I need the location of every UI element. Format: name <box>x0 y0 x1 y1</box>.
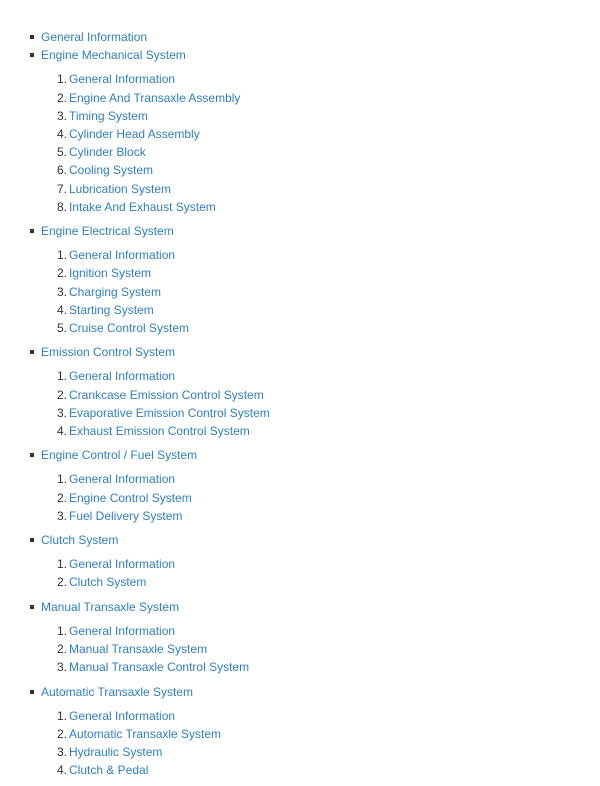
bullet-icon <box>30 229 34 233</box>
subsection-item <box>41 283 270 301</box>
item-number: 2. <box>57 90 68 105</box>
item-number: 4. <box>57 763 68 778</box>
subsection-list <box>41 555 270 591</box>
subsection-link[interactable]: Cooling System <box>69 163 154 178</box>
subsection-link[interactable]: Engine And Transaxle Assembly <box>69 90 241 105</box>
subsection-item <box>41 489 270 507</box>
item-number: 1. <box>57 623 68 638</box>
toc-section <box>30 222 270 337</box>
subsection-list <box>41 367 270 440</box>
item-number: 2. <box>57 575 68 590</box>
subsection-item <box>41 555 270 573</box>
subsection-list <box>41 622 270 677</box>
item-number: 6. <box>57 163 68 178</box>
subsection-item <box>41 658 270 676</box>
subsection-link[interactable]: General Information <box>69 557 176 572</box>
subsection-list <box>41 70 270 216</box>
subsection-list <box>41 246 270 337</box>
subsection-link[interactable]: Evaporative Emission Control System <box>69 405 270 420</box>
subsection-item <box>41 70 270 88</box>
subsection-link[interactable]: Timing System <box>69 108 148 123</box>
subsection-link[interactable]: Crankcase Emission Control System <box>69 387 264 402</box>
item-number: 2. <box>57 726 68 741</box>
subsection-item <box>41 89 270 107</box>
bullet-icon <box>30 35 34 39</box>
item-number: 4. <box>57 127 68 142</box>
toc-section <box>30 446 270 525</box>
subsection-item <box>41 386 270 404</box>
subsection-item <box>41 107 270 125</box>
subsection-item <box>41 125 270 143</box>
subsection-item <box>41 180 270 198</box>
item-number: 1. <box>57 708 68 723</box>
subsection-item <box>41 198 270 216</box>
subsection-item <box>41 761 270 779</box>
bullet-icon <box>30 538 34 542</box>
subsection-item <box>41 470 270 488</box>
item-number: 2. <box>57 387 68 402</box>
subsection-item <box>41 725 270 743</box>
subsection-link[interactable]: Hydraulic System <box>69 745 163 760</box>
subsection-link[interactable]: General Information <box>69 472 176 487</box>
toc-section <box>30 28 270 46</box>
toc-section <box>30 46 270 216</box>
section-link[interactable]: Engine Mechanical System <box>41 48 186 63</box>
subsection-link[interactable]: Engine Control System <box>69 490 192 505</box>
subsection-link[interactable]: Ignition System <box>69 266 152 281</box>
subsection-item <box>41 143 270 161</box>
subsection-link[interactable]: Cylinder Head Assembly <box>69 127 200 142</box>
subsection-item <box>41 246 270 264</box>
item-number: 3. <box>57 405 68 420</box>
subsection-link[interactable]: Lubrication System <box>69 181 172 196</box>
subsection-link[interactable]: General Information <box>69 623 176 638</box>
subsection-link[interactable]: Charging System <box>69 284 162 299</box>
subsection-item <box>41 367 270 385</box>
item-number: 3. <box>57 108 68 123</box>
subsection-link[interactable]: General Information <box>69 248 176 263</box>
subsection-item <box>41 264 270 282</box>
section-link[interactable]: General Information <box>41 30 148 44</box>
section-link[interactable]: Clutch System <box>41 533 119 548</box>
subsection-link[interactable]: Automatic Transaxle System <box>69 726 222 741</box>
item-number: 4. <box>57 302 68 317</box>
subsection-item <box>41 404 270 422</box>
section-link[interactable]: Manual Transaxle System <box>41 599 180 614</box>
item-number: 5. <box>57 321 68 336</box>
toc-section <box>30 343 270 440</box>
item-number: 2. <box>57 266 68 281</box>
item-number: 4. <box>57 424 68 439</box>
bullet-icon <box>30 350 34 354</box>
subsection-list <box>41 707 270 780</box>
subsection-link[interactable]: Fuel Delivery System <box>69 508 183 523</box>
item-number: 5. <box>57 145 68 160</box>
item-number: 3. <box>57 508 68 523</box>
subsection-link[interactable]: Manual Transaxle Control System <box>69 660 250 675</box>
subsection-link[interactable]: Intake And Exhaust System <box>69 199 216 214</box>
subsection-link[interactable]: Cylinder Block <box>69 145 146 160</box>
item-number: 1. <box>57 369 68 384</box>
subsection-link[interactable]: Cruise Control System <box>69 321 190 336</box>
toc-section <box>30 531 270 592</box>
subsection-item <box>41 707 270 725</box>
bullet-icon <box>30 605 34 609</box>
subsection-item <box>41 507 270 525</box>
toc-section <box>30 683 270 780</box>
subsection-item <box>41 319 270 337</box>
subsection-link[interactable]: Manual Transaxle System <box>69 642 208 657</box>
subsection-list <box>41 470 270 525</box>
item-number: 1. <box>57 248 68 263</box>
bullet-icon <box>30 53 34 57</box>
subsection-item <box>41 573 270 591</box>
item-number: 8. <box>57 199 68 214</box>
section-link[interactable]: Engine Control / Fuel System <box>41 448 198 463</box>
subsection-item <box>41 422 270 440</box>
subsection-link[interactable]: Clutch & Pedal <box>69 763 149 778</box>
item-number: 1. <box>57 557 68 572</box>
subsection-item <box>41 161 270 179</box>
item-number: 3. <box>57 660 68 675</box>
item-number: 1. <box>57 72 68 87</box>
section-link[interactable]: Emission Control System <box>41 345 176 360</box>
subsection-link[interactable]: Starting System <box>69 302 154 317</box>
subsection-link[interactable]: General Information <box>69 72 176 87</box>
subsection-item <box>41 622 270 640</box>
section-link[interactable]: Automatic Transaxle System <box>41 684 194 699</box>
item-number: 7. <box>57 181 68 196</box>
table-of-contents <box>30 28 270 786</box>
subsection-link[interactable]: Exhaust Emission Control System <box>69 424 250 439</box>
item-number: 3. <box>57 745 68 760</box>
item-number: 3. <box>57 284 68 299</box>
toc-section <box>30 598 270 677</box>
item-number: 1. <box>57 472 68 487</box>
bullet-icon <box>30 453 34 457</box>
subsection-link[interactable]: Clutch System <box>69 575 147 590</box>
item-number: 2. <box>57 490 68 505</box>
subsection-item <box>41 743 270 761</box>
item-number: 2. <box>57 642 68 657</box>
subsection-item <box>41 640 270 658</box>
subsection-item <box>41 301 270 319</box>
subsection-link[interactable]: General Information <box>69 369 176 384</box>
subsection-link[interactable]: General Information <box>69 708 176 723</box>
bullet-icon <box>30 690 34 694</box>
section-link[interactable]: Engine Electrical System <box>41 224 174 239</box>
